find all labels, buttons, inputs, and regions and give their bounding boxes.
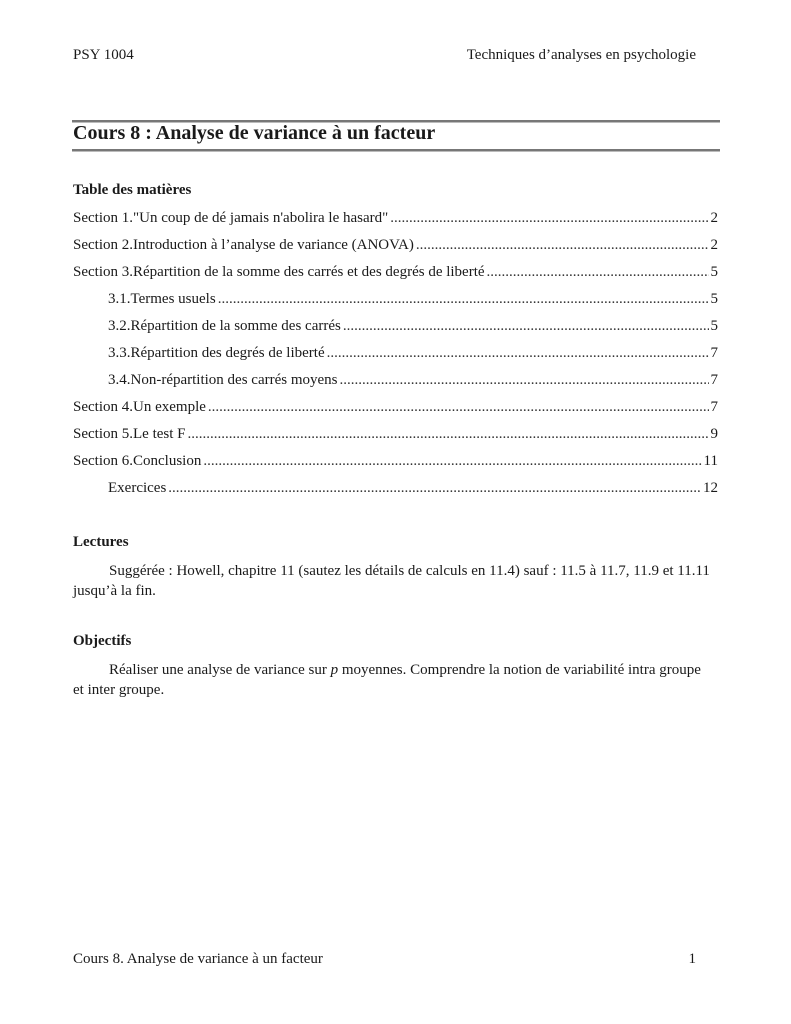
toc-entry-title: Répartition des degrés de liberté (130, 345, 325, 361)
toc-leader-dots (327, 340, 709, 367)
toc-leader-dots (487, 259, 709, 286)
toc-entry-title: Répartition de la somme des carrés et des degrés de liberté (133, 264, 485, 280)
toc-entry-page: 5 (710, 318, 718, 334)
toc-entry[interactable] (73, 286, 718, 313)
title-bottom-rule (72, 149, 720, 152)
toc-entry[interactable] (73, 313, 718, 340)
lectures-heading: Lectures (73, 534, 129, 550)
toc-leader-dots (218, 286, 709, 313)
toc-entry-page: 7 (710, 345, 718, 361)
objectifs-text-start: Réaliser une analyse de variance sur (109, 662, 331, 678)
toc-entry[interactable] (73, 394, 718, 421)
objectifs-text (73, 660, 713, 700)
toc-entry[interactable] (73, 367, 718, 394)
toc-entry-title: Termes usuels (130, 291, 216, 307)
page-title: Cours 8 : Analyse de variance à un facteur (73, 122, 436, 144)
lectures-text: Suggérée : Howell, chapitre 11 (sautez les détails de calculs en 11.4) sauf : 11.5 à 11.7, 11.9 et 11.11 jusqu’à la fin. (73, 563, 710, 599)
toc-leader-dots (208, 394, 709, 421)
table-of-contents (73, 205, 718, 502)
objectifs-text-end: moyennes. Comprendre la notion de variabilité intra groupe et inter groupe. (73, 662, 701, 698)
toc-leader-dots (340, 367, 709, 394)
toc-entry[interactable] (73, 205, 718, 232)
footer-title: Cours 8. Analyse de variance à un facteur (73, 951, 323, 967)
toc-entry[interactable] (73, 448, 718, 475)
toc-entry-page: 2 (710, 210, 718, 226)
toc-entry-number: Section 6. (73, 453, 133, 469)
toc-entry-page: 5 (710, 264, 718, 280)
toc-entry-number: Section 2. (73, 237, 133, 253)
toc-entry-number: Section 4. (73, 399, 133, 415)
toc-entry-title: Introduction à l’analyse de variance (ANOVA) (133, 237, 414, 253)
toc-entry-number: 3.2. (108, 318, 131, 334)
toc-entry-title: Conclusion (133, 453, 202, 469)
header-course-code: PSY 1004 (73, 47, 134, 63)
toc-entry-page: 2 (710, 237, 718, 253)
footer-page-number: 1 (688, 951, 696, 967)
toc-entry-title: "Un coup de dé jamais n'abolira le hasard" (133, 210, 389, 226)
toc-entry[interactable] (73, 475, 718, 502)
toc-entry-number: Section 5. (73, 426, 133, 442)
toc-leader-dots (416, 232, 709, 259)
toc-entry-title: Non-répartition des carrés moyens (130, 372, 338, 388)
toc-entry-number: 3.1. (108, 291, 131, 307)
objectifs-variable-p: p (330, 662, 339, 678)
toc-leader-dots (203, 448, 701, 475)
toc-entry[interactable] (73, 421, 718, 448)
toc-entry-page: 7 (710, 399, 718, 415)
toc-entry-title: Un exemple (133, 399, 206, 415)
toc-entry-title: Exercices (108, 480, 167, 496)
toc-heading: Table des matières (73, 182, 192, 198)
toc-entry-title: Le test F (133, 426, 186, 442)
toc-leader-dots (343, 313, 709, 340)
toc-entry-page: 12 (703, 480, 718, 496)
toc-entry[interactable] (73, 232, 718, 259)
toc-leader-dots (168, 475, 701, 502)
objectifs-heading: Objectifs (73, 633, 132, 649)
toc-entry-page: 11 (703, 453, 718, 469)
toc-entry-page: 7 (710, 372, 718, 388)
toc-entry-number: Section 3. (73, 264, 133, 280)
toc-entry-title: Répartition de la somme des carrés (130, 318, 341, 334)
toc-entry-number: 3.3. (108, 345, 131, 361)
toc-entry[interactable] (73, 259, 718, 286)
toc-entry[interactable] (73, 340, 718, 367)
toc-entry-number: 3.4. (108, 372, 131, 388)
toc-entry-page: 5 (710, 291, 718, 307)
toc-entry-number: Section 1. (73, 210, 133, 226)
header-course-title: Techniques d’analyses en psychologie (466, 47, 696, 63)
toc-leader-dots (390, 205, 708, 232)
toc-leader-dots (188, 421, 709, 448)
toc-entry-page: 9 (710, 426, 718, 442)
